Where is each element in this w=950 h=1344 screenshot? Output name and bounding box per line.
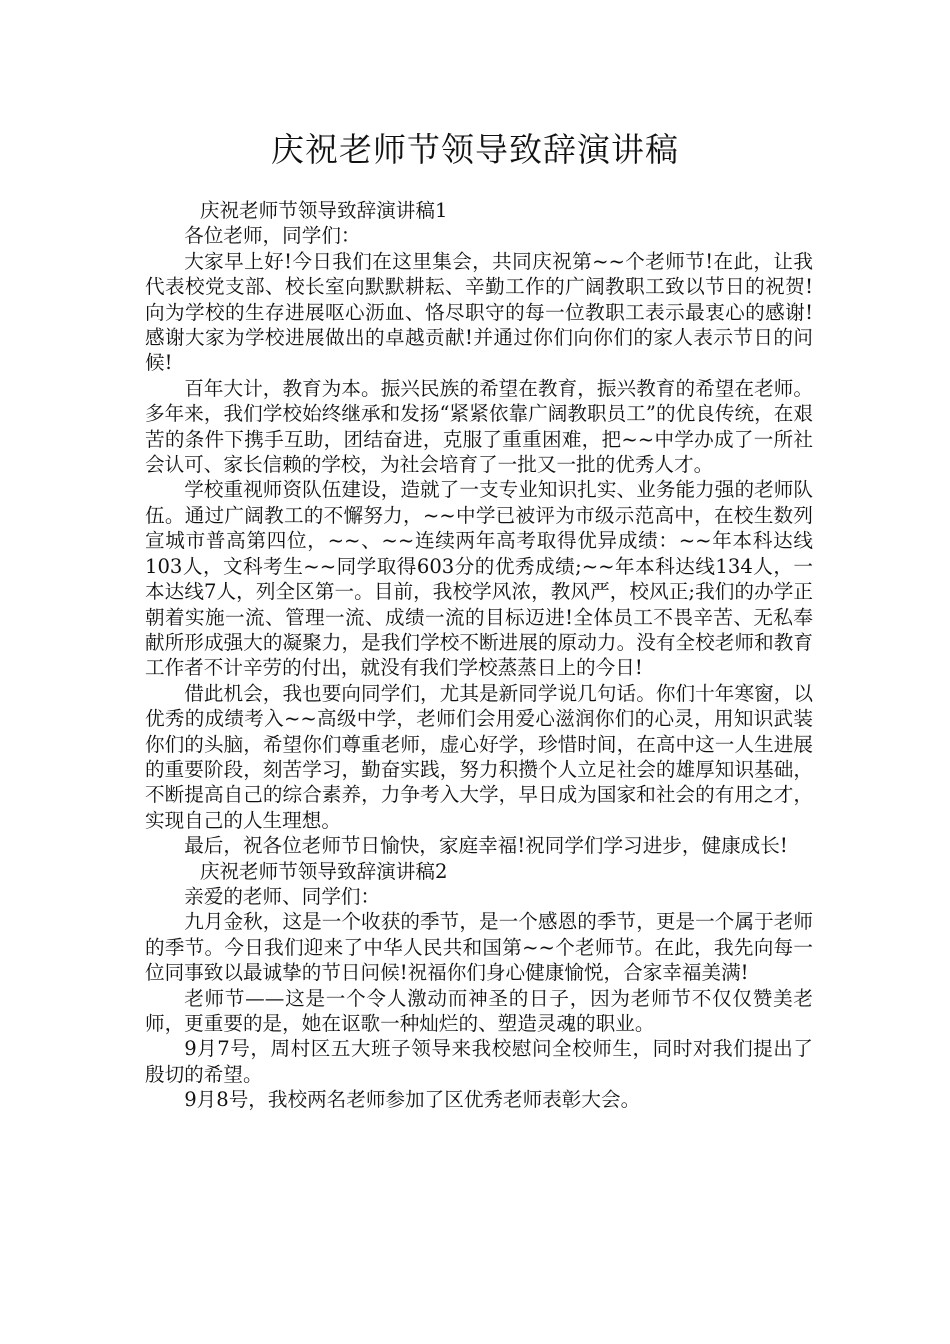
- section-heading: 庆祝老师节领导致辞演讲稿1: [199, 199, 448, 222]
- paragraph: 最后，祝各位老师节日愉快，家庭幸福!祝同学们学习进步，健康成长!: [184, 834, 788, 858]
- document-title: 庆祝老师节领导致辞演讲稿: [271, 130, 679, 169]
- section-heading: 庆祝老师节领导致辞演讲稿2: [199, 859, 448, 883]
- paragraph: 大家早上好!今日我们在这里集会，共同庆祝第~~个老师节!在此，让我代表校党支部、校长室向默默耕耘、辛勤工作的广阔教职工致以节日的祝贺!向为学校的生存进展呕心沥血、恪尽职守的每一位教职工表示最衷心的感谢!感谢大家为学校进展做出的卓越贡献!并通过你们向你们的家人表示节日的问候!: [145, 249, 813, 375]
- paragraph: 亲爱的老师、同学们：: [184, 884, 381, 908]
- paragraph: 九月金秋，这是一个收获的季节，是一个感恩的季节，更是一个属于老师的季节。今日我们迎来了中华人民共和国第~~个老师节。在此，我先向每一位同事致以最诚挚的节日问候!祝福你们身心健康愉悦，合家幸福美满!: [145, 910, 813, 985]
- document-body: [145, 198, 813, 1113]
- paragraph: 9月7号，周村区五大班子领导来我校慰问全校师生，同时对我们提出了殷切的希望。: [145, 1037, 813, 1086]
- paragraph: 老师节——这是一个令人激动而神圣的日子，因为老师节不仅仅赞美老师，更重要的是，她在讴歌一种灿烂的、塑造灵魂的职业。: [145, 986, 813, 1035]
- paragraph: 百年大计，教育为本。振兴民族的希望在教育，振兴教育的希望在老师。多年来，我们学校始终继承和发扬“紧紧依靠广阔教职员工”的优良传统，在艰苦的条件下携手互助，团结奋进，克服了重重困难，把~~中学办成了一所社会认可、家长信赖的学校，为社会培育了一批又一批的优秀人才。: [145, 376, 813, 477]
- paragraph: 各位老师，同学们：: [184, 224, 361, 248]
- paragraph: 9月8号，我校两名老师参加了区优秀老师表彰大会。: [184, 1088, 641, 1112]
- paragraph: 学校重视师资队伍建设，造就了一支专业知识扎实、业务能力强的老师队伍。通过广阔教工的不懈努力，~~中学已被评为市级示范高中，在校生数列宣城市普高第四位，~~、~~连续两年高考取得优异成绩：~~年本科达线103人，文科考生~~同学取得603分的优秀成绩;~~年本科达线134人，一本达线7人，列全区第一。目前，我校学风浓，教风严，校风正;我们的办学正朝着实施一流、管理一流、成绩一流的目标迈进!全体员工不畏辛苦、无私奉献所形成强大的凝聚力，是我们学校不断进展的原动力。没有全校老师和教育工作者不计辛劳的付出，就没有我们学校蒸蒸日上的今日!: [145, 478, 813, 680]
- paragraph: 借此机会，我也要向同学们，尤其是新同学说几句话。你们十年寒窗，以优秀的成绩考入~~高级中学，老师们会用爱心滋润你们的心灵，用知识武装你们的头脑，希望你们尊重老师，虚心好学，珍惜时间，在高中这一人生进展的重要阶段，刻苦学习，勤奋实践，努力积攒个人立足社会的雄厚知识基础，不断提高自己的综合素养，力争考入大学，早日成为国家和社会的有用之才，实现自己的人生理想。: [145, 681, 813, 832]
